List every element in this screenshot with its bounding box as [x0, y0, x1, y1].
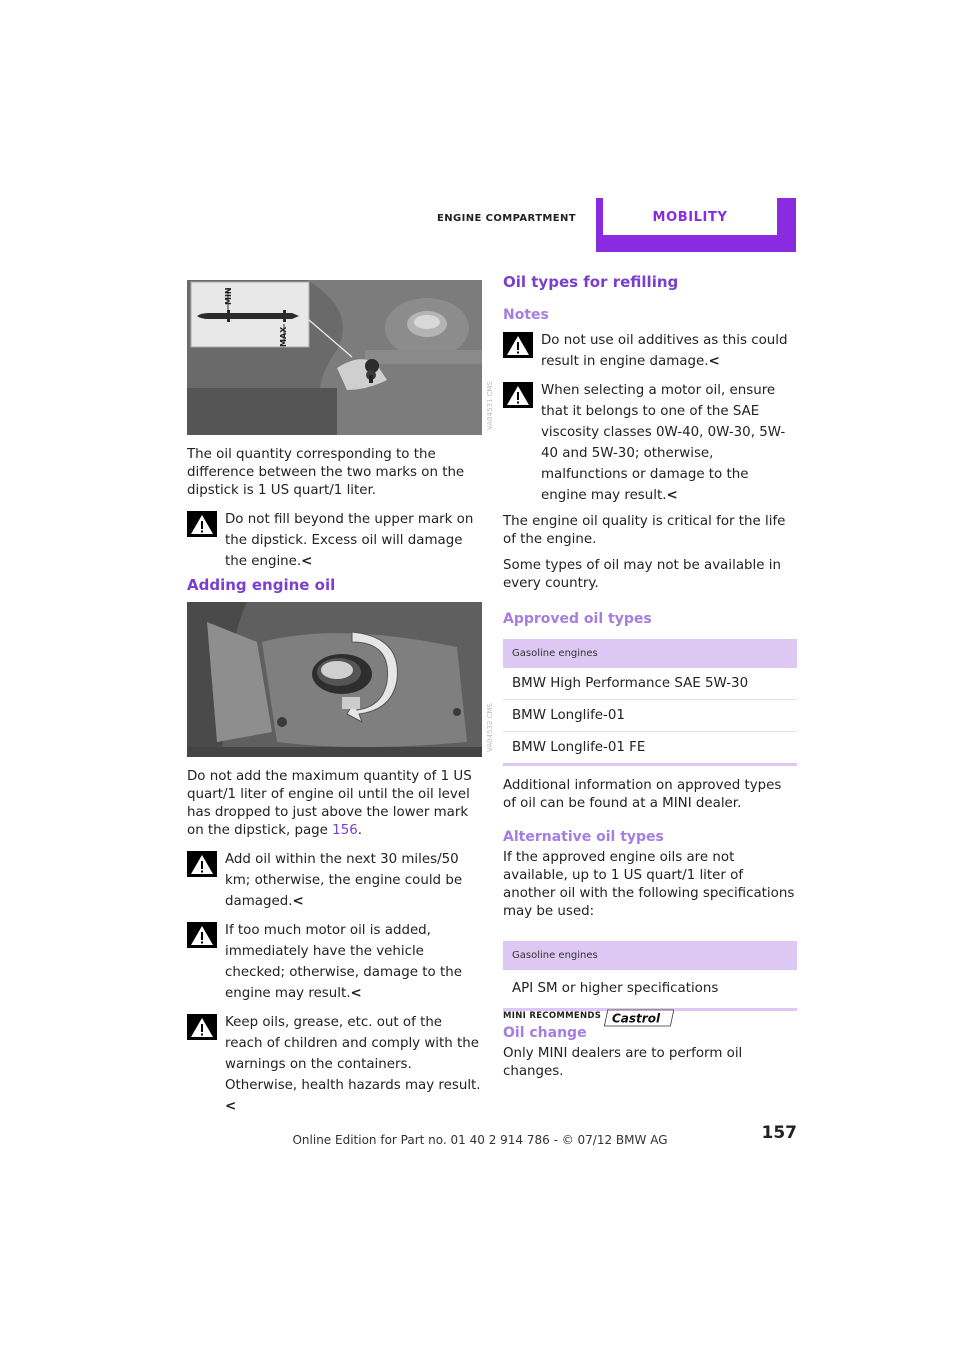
page-number: 157 — [761, 1123, 797, 1143]
running-header-section: ENGINE COMPARTMENT — [437, 213, 576, 224]
table-row: API SM or higher specifications — [512, 981, 719, 996]
oil-quality-paragraph: The engine oil quality is critical for the life of the engine. — [503, 514, 786, 547]
table-row: BMW Longlife-01 — [503, 700, 797, 732]
heading-notes: Notes — [503, 307, 549, 323]
heading-oil-change: Oil change — [503, 1025, 587, 1041]
table-header: Gasoline engines — [503, 639, 797, 668]
oil-cap-figure — [187, 602, 482, 757]
heading-adding-engine-oil: Adding engine oil — [187, 576, 336, 594]
warning-no-additives: Do not use oil additives as this could result in engine damage.< — [503, 329, 796, 371]
warning-triangle-icon — [503, 332, 533, 358]
mini-recommends-label: MINI RECOMMENDS — [503, 1011, 602, 1021]
right-column — [503, 273, 796, 1089]
footer-edition: Online Edition for Part no. 01 40 2 914 786 - © 07/12 BMW AG — [292, 1133, 668, 1147]
oil-change-paragraph: Only MINI dealers are to perform oil changes. — [503, 1046, 743, 1079]
dipstick-label-max: MAX — [279, 326, 288, 347]
heading-approved-oil-types: Approved oil types — [503, 611, 652, 627]
warning-triangle-icon — [187, 851, 217, 877]
dipstick-label-min: MIN — [224, 287, 233, 305]
left-column-adding — [187, 576, 481, 594]
figure1-code: VA04531 CMS — [486, 381, 494, 430]
table-row: BMW High Performance SAE 5W-30 — [503, 668, 797, 700]
add-oil-paragraph: Do not add the maximum quantity of 1 US quart/1 liter of engine oil until the oil level has dropped to just above the lower mark on the dipstick, page 156. — [187, 769, 472, 838]
warning-keep-away-children: Keep oils, grease, etc. out of the reach of children and comply with the warnings on the containers. Otherwise, health hazards may result.< — [187, 1011, 481, 1116]
warning-triangle-icon — [503, 382, 533, 408]
alternative-oil-table — [503, 941, 797, 1011]
table-header: Gasoline engines — [503, 941, 797, 970]
heading-oil-types-refilling: Oil types for refilling — [503, 273, 679, 291]
chapter-tab-label: MOBILITY — [652, 210, 728, 225]
page-link-156[interactable]: 156 — [332, 823, 358, 838]
heading-alternative-oil-types: Alternative oil types — [503, 829, 664, 845]
alternative-oil-paragraph: If the approved engine oils are not available, up to 1 US quart/1 liter of another oil with the following specifications may be used: — [503, 850, 795, 919]
chapter-tab — [596, 198, 796, 252]
table-row: BMW Longlife-01 FE — [512, 740, 646, 755]
castrol-logo — [604, 1009, 674, 1027]
dipstick-figure — [187, 280, 482, 435]
warning-add-within: Add oil within the next 30 miles/50 km; otherwise, the engine could be damaged.< — [187, 848, 481, 911]
oil-availability-paragraph: Some types of oil may not be available in every country. — [503, 558, 781, 591]
dipstick-paragraph: The oil quantity corresponding to the difference between the two marks on the dipstick is 1 US quart/1 liter. — [187, 447, 465, 498]
left-column-lower — [187, 768, 481, 1124]
additional-info-paragraph: Additional information on approved types of oil can be found at a MINI dealer. — [503, 778, 782, 811]
warning-triangle-icon — [187, 511, 217, 537]
left-column-upper — [187, 446, 481, 579]
warning-viscosity-classes: When selecting a motor oil, ensure that it belongs to one of the SAE viscosity classes 0W-40, 0W-30, 5W-40 and 5W-30; otherwise, malfunctions or damage to the engine may result.< — [503, 379, 796, 505]
figure2-code: VA04532 CMS — [486, 703, 494, 752]
svg-text:Castrol: Castrol — [612, 1011, 661, 1026]
warning-triangle-icon — [187, 922, 217, 948]
warning-fill-limit: Do not fill beyond the upper mark on the dipstick. Excess oil will damage the engine.< — [187, 508, 481, 571]
approved-oil-table — [503, 639, 797, 766]
warning-triangle-icon — [187, 1014, 217, 1040]
table-end-rule — [503, 763, 797, 766]
warning-too-much-oil: If too much motor oil is added, immediately have the vehicle checked; otherwise, damage to the engine may result.< — [187, 919, 481, 1003]
